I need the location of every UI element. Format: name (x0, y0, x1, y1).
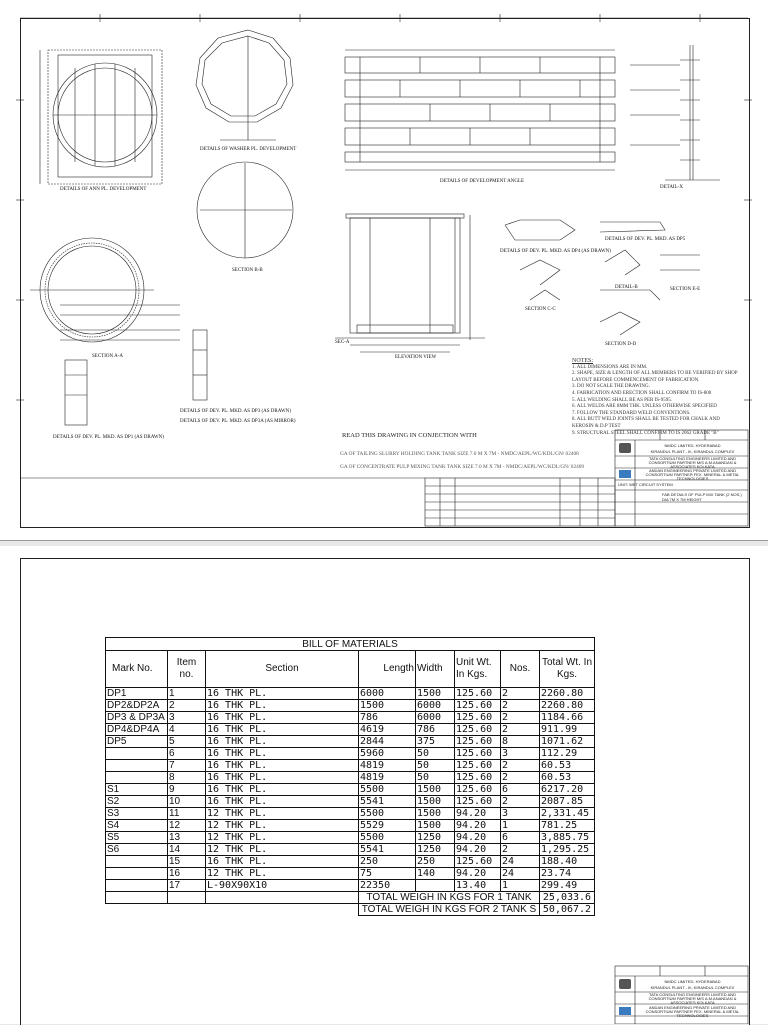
bom-row (106, 712, 595, 724)
detail-x-label: DETAIL-X (660, 185, 683, 190)
bom-contractor-logo-icon (619, 1007, 631, 1015)
nos-cell: 3 (501, 748, 540, 760)
title-plant: KIRANDUL PLANT - III, KIRANDUL COMPLEX (650, 449, 735, 454)
note-3: 3. DO NOT SCALE THE DRAWING. (572, 384, 650, 390)
item-no-cell: 9 (168, 784, 206, 796)
bom-title-contractor: ANDAN ENGINEERING PRIVATE LIMITED AND CONSORTIUM PARTNER FEX. MINERAL & METAL TECHNOLOGIES (645, 1005, 740, 1018)
length-cell: 5500 (359, 808, 416, 820)
total-wt-cell: 60.53 (540, 772, 595, 784)
section-cell: 12 THK PL. (206, 820, 359, 832)
mark-no-cell: S5 (106, 832, 168, 844)
section-cell: 16 THK PL. (206, 688, 359, 700)
width-cell: 375 (416, 736, 455, 748)
note-2: 2. SHAPE, SIZE & LENGTH OF ALL MEMBERS TO BE VERIFIED BY SHOP LAYOUT BEFORE COMMENCEMENT OF FABRICATION. (572, 371, 738, 383)
tank-elevation-label: ELEVATION VIEW (395, 355, 437, 360)
total-wt-cell: 781.25 (540, 820, 595, 832)
mark-no-cell: DP2&DP2A (106, 700, 168, 712)
nos-cell: 6 (501, 784, 540, 796)
unit-wt-cell: 125.60 (455, 784, 501, 796)
item-no-cell: 5 (168, 736, 206, 748)
item-no-cell: 7 (168, 760, 206, 772)
mark-no-cell: DP1 (106, 688, 168, 700)
bom-row (106, 808, 595, 820)
width-cell: 786 (416, 724, 455, 736)
total-blank (106, 892, 168, 904)
dev-dp3-label: DETAILS OF DEV. PL. MKD. AS DP3 (AS DRAWN) (180, 409, 291, 414)
unit-wt-cell: 125.60 (455, 712, 501, 724)
bom-row (106, 868, 595, 880)
header-width: Width (416, 651, 455, 688)
total-wt-cell: 1071.62 (540, 736, 595, 748)
bom-title-client: NMDC LIMITED, HYDERABAD (664, 979, 721, 984)
dev-plate-dp3-view (193, 330, 207, 400)
mark-no-cell: S1 (106, 784, 168, 796)
width-cell: 1500 (416, 688, 455, 700)
section-cell: 16 THK PL. (206, 784, 359, 796)
item-no-cell: 2 (168, 700, 206, 712)
bom-row (106, 748, 595, 760)
mark-no-cell: S4 (106, 820, 168, 832)
nos-cell: 2 (501, 688, 540, 700)
mark-no-cell (106, 880, 168, 892)
bom-row (106, 820, 595, 832)
drawing-sheet-2 (0, 546, 768, 1024)
length-cell: 4819 (359, 772, 416, 784)
nos-cell: 6 (501, 832, 540, 844)
total-wt-cell: 2,331.45 (540, 808, 595, 820)
total-blank (206, 892, 359, 904)
unit-wt-cell: 94.20 (455, 868, 501, 880)
total-wt-cell: 2087.85 (540, 796, 595, 808)
section-aa-view (30, 238, 180, 342)
title-contractor: ANDAN ENGINEERING PRIVATE LIMITED AND CONSORTIUM PARTNER FEX. MINERAL & METAL TECHNOLOGIES (645, 468, 740, 481)
bom-total-row-1 (106, 892, 595, 904)
section-bb-label: SECTION B-B (232, 268, 263, 273)
total-wt-cell: 299.49 (540, 880, 595, 892)
item-no-cell: 11 (168, 808, 206, 820)
total-wt-cell: 188.40 (540, 856, 595, 868)
width-cell: 50 (416, 772, 455, 784)
section-cell: 16 THK PL. (206, 724, 359, 736)
dev-plate-dp1-view (65, 360, 87, 425)
section-cell: 12 THK PL. (206, 844, 359, 856)
section-cell: 16 THK PL. (206, 856, 359, 868)
bom-client-logo-icon (619, 979, 631, 989)
bom-row (106, 880, 595, 892)
dev-dp4-label: DETAILS OF DEV. PL. MKD. AS DP4 (AS DRAWN) (500, 249, 611, 254)
bom-row (106, 724, 595, 736)
title-unit: UNIT: WET CIRCUIT SYSTEM (618, 482, 673, 487)
shell-section-view (630, 45, 720, 180)
unit-wt-cell: 94.20 (455, 844, 501, 856)
bom-header-row (106, 651, 595, 688)
mark-no-cell (106, 760, 168, 772)
unit-wt-cell: 94.20 (455, 808, 501, 820)
item-no-cell: 15 (168, 856, 206, 868)
mark-no-cell: DP3 & DP3A (106, 712, 168, 724)
section-cell: 16 THK PL. (206, 796, 359, 808)
header-unit-wt: Unit Wt. In Kgs. (455, 651, 501, 688)
length-cell: 1500 (359, 700, 416, 712)
unit-wt-cell: 125.60 (455, 688, 501, 700)
reference-line-1: GA OF TAILING SLURRY HOLDING TANK TANK SIZE 7.0 M X 7M - NMDC/AEPL/WC/KDL/GN/ 02408 (340, 451, 579, 457)
reference-line-2: GA OF CONCENTRATE PULP MIXING TANK TANK SIZE 7.0 M X 7M - NMDC/AEPL/WC/KDL/GN/ 02409 (340, 464, 585, 470)
width-cell: 50 (416, 760, 455, 772)
total-blank (168, 904, 206, 916)
header-nos: Nos. (501, 651, 540, 688)
length-cell: 5960 (359, 748, 416, 760)
section-cell: 16 THK PL. (206, 712, 359, 724)
bom-row (106, 784, 595, 796)
item-no-cell: 8 (168, 772, 206, 784)
header-length: Length (359, 651, 416, 688)
note-6: 6. ALL WELDS ARE 8MM THK. UNLESS OTHERWISE SPECIFIED (572, 404, 717, 410)
length-cell: 5500 (359, 784, 416, 796)
length-cell: 6000 (359, 688, 416, 700)
total-wt-cell: 3,885.75 (540, 832, 595, 844)
length-cell: 5541 (359, 844, 416, 856)
unit-wt-cell: 125.60 (455, 724, 501, 736)
mark-no-cell (106, 772, 168, 784)
sec-a-mark: SEC-A (335, 340, 350, 345)
item-no-cell: 4 (168, 724, 206, 736)
elevation-view-label: DETAILS OF DEVELOPMENT ANGLE (440, 179, 525, 184)
length-cell: 5500 (359, 832, 416, 844)
washer-view-label: DETAILS OF WASHER PL. DEVELOPMENT (200, 147, 297, 152)
unit-wt-cell: 125.60 (455, 748, 501, 760)
width-cell: 50 (416, 748, 455, 760)
nos-cell: 1 (501, 880, 540, 892)
nos-cell: 3 (501, 808, 540, 820)
nos-cell: 24 (501, 868, 540, 880)
notes-block (572, 358, 742, 437)
bom-total-row-2 (106, 904, 595, 916)
total-blank (106, 904, 168, 916)
section-aa-label: SECTION A-A (92, 354, 123, 359)
header-section: Section (206, 651, 359, 688)
total-blank (206, 904, 359, 916)
bom-row (106, 772, 595, 784)
width-cell: 1500 (416, 808, 455, 820)
mark-no-cell: S2 (106, 796, 168, 808)
bom-row (106, 844, 595, 856)
length-cell: 786 (359, 712, 416, 724)
bom-title-row (106, 638, 595, 651)
dev-dp3a-label: DETAILS OF DEV. PL. MKD. AS DP3A (AS MIRROR) (180, 419, 296, 424)
item-no-cell: 16 (168, 868, 206, 880)
bom-title-plant: KIRANDUL PLANT - III, KIRANDUL COMPLEX (650, 985, 735, 990)
title-consultant: TATA CONSULTING ENGINEERS LIMITED AND CONSORTIUM PARTNER M/S A.M.ANANDAN & ASSOCIATES KOLKATA (648, 456, 737, 469)
width-cell: 140 (416, 868, 455, 880)
bom-row (106, 760, 595, 772)
item-no-cell: 12 (168, 820, 206, 832)
total-wt-cell: 1,295.25 (540, 844, 595, 856)
note-8: 8. ALL BUTT WELD JOINTS SHALL BE TESTED FOR CHALK AND KEROSIN & D.P TEST (572, 417, 720, 429)
total-wt-cell: 1184.66 (540, 712, 595, 724)
nos-cell: 24 (501, 856, 540, 868)
mark-no-cell: S6 (106, 844, 168, 856)
width-cell: 6000 (416, 712, 455, 724)
bom-row (106, 856, 595, 868)
unit-wt-cell: 94.20 (455, 820, 501, 832)
total-wt-cell: 112.29 (540, 748, 595, 760)
section-cell: 16 THK PL. (206, 760, 359, 772)
nos-cell: 2 (501, 724, 540, 736)
revision-block-frame (425, 478, 615, 526)
annular-view-label: DETAILS OF ANN PL. DEVELOPMENT (60, 187, 147, 192)
item-no-cell: 10 (168, 796, 206, 808)
nos-cell: 8 (501, 736, 540, 748)
length-cell: 5541 (359, 796, 416, 808)
total-wt-cell: 2260.80 (540, 700, 595, 712)
total-1-label: TOTAL WEIGH IN KGS FOR 1 TANK (359, 892, 540, 904)
bill-of-materials-table (105, 637, 595, 916)
total-wt-cell: 60.53 (540, 760, 595, 772)
width-cell: 1250 (416, 832, 455, 844)
length-cell: 4619 (359, 724, 416, 736)
width-cell (416, 880, 455, 892)
tank-elevation-view (335, 214, 485, 352)
length-cell: 5529 (359, 820, 416, 832)
detail-b-label: DETAIL-B (615, 285, 638, 290)
item-no-cell: 13 (168, 832, 206, 844)
nos-cell: 1 (501, 820, 540, 832)
mark-no-cell: S3 (106, 808, 168, 820)
item-no-cell: 3 (168, 712, 206, 724)
client-logo-icon (619, 443, 631, 453)
item-no-cell: 1 (168, 688, 206, 700)
notes-title: NOTES: (572, 358, 593, 364)
header-item-no: Item no. (168, 651, 206, 688)
section-cell: 12 THK PL. (206, 868, 359, 880)
unit-wt-cell: 125.60 (455, 856, 501, 868)
unit-wt-cell: 13.40 (455, 880, 501, 892)
section-cell: 16 THK PL. (206, 772, 359, 784)
section-cell: L-90X90X10 (206, 880, 359, 892)
nos-cell: 2 (501, 772, 540, 784)
section-cell: 12 THK PL. (206, 808, 359, 820)
length-cell: 2844 (359, 736, 416, 748)
section-ee-label: SECTION E-E (670, 287, 701, 292)
nos-cell: 2 (501, 796, 540, 808)
note-1: 1. ALL DIMENSIONS ARE IN MM. (572, 364, 648, 370)
nos-cell: 2 (501, 760, 540, 772)
unit-wt-cell: 125.60 (455, 736, 501, 748)
total-wt-cell: 911.99 (540, 724, 595, 736)
length-cell: 22350 (359, 880, 416, 892)
width-cell: 250 (416, 856, 455, 868)
total-1-value: 25,033.6 (540, 892, 595, 904)
unit-wt-cell: 125.60 (455, 760, 501, 772)
note-5: 5. ALL WELDING SHALL BE AS PER IS-9595. (572, 397, 672, 403)
total-wt-cell: 2260.80 (540, 688, 595, 700)
development-layout-view (345, 50, 615, 170)
nos-cell: 2 (501, 844, 540, 856)
header-total-wt: Total Wt. In Kgs. (540, 651, 595, 688)
nos-cell: 2 (501, 712, 540, 724)
bom-title: BILL OF MATERIALS (106, 638, 595, 651)
section-bb-view (197, 162, 293, 258)
mark-no-cell: DP5 (106, 736, 168, 748)
total-blank (168, 892, 206, 904)
bom-row (106, 736, 595, 748)
section-cell: 12 THK PL. (206, 832, 359, 844)
item-no-cell: 14 (168, 844, 206, 856)
bom-title-consultant: TATA CONSULTING ENGINEERS LIMITED AND CONSORTIUM PARTNER M/S A.M.ANANDAN & ASSOCIATES KOLKATA (648, 992, 737, 1005)
title-drawing-name: FAB DETAILS OF PULP MIX TANK (2 NOS.) DIA 7M X 7M HEIGHT (662, 492, 742, 502)
dev-dp5-label: DETAILS OF DEV. PL. MKD. AS DP5 (605, 237, 686, 242)
item-no-cell: 17 (168, 880, 206, 892)
section-dd-label: SECTION D-D (605, 342, 637, 347)
unit-wt-cell: 125.60 (455, 796, 501, 808)
reference-heading: READ THIS DRAWING IN CONJECTION WITH (342, 432, 477, 439)
section-cc-label: SECTION C-C (525, 307, 556, 312)
bom-row (106, 796, 595, 808)
unit-wt-cell: 125.60 (455, 772, 501, 784)
contractor-logo-icon (619, 470, 631, 478)
bom-body (106, 688, 595, 892)
note-7: 7. FOLLOW THE STANDARD WELD CONVENTIONS. (572, 410, 691, 416)
mark-no-cell: DP4&DP4A (106, 724, 168, 736)
dev-dp1-label: DETAILS OF DEV. PL. MKD. AS DP1 (AS DRAWN) (53, 435, 164, 440)
total-wt-cell: 6217.20 (540, 784, 595, 796)
mark-no-cell (106, 856, 168, 868)
total-2-label: TOTAL WEIGH IN KGS FOR 2 TANK S (359, 904, 540, 916)
unit-wt-cell: 94.20 (455, 832, 501, 844)
width-cell: 1250 (416, 844, 455, 856)
total-2-value: 50,067.2 (540, 904, 595, 916)
unit-wt-cell: 125.60 (455, 700, 501, 712)
width-cell: 1500 (416, 784, 455, 796)
washer-plate-view (196, 30, 293, 140)
bom-row (106, 688, 595, 700)
section-cell: 16 THK PL. (206, 700, 359, 712)
width-cell: 1500 (416, 796, 455, 808)
header-mark-no: Mark No. (106, 651, 168, 688)
item-no-cell: 6 (168, 748, 206, 760)
mark-no-cell (106, 868, 168, 880)
note-4: 4. FABRICATION AND ERECTION SHALL CONFIRM TO IS-800 (572, 390, 712, 396)
mark-no-cell (106, 748, 168, 760)
title-client: NMDC LIMITED, HYDERABAD (664, 443, 721, 448)
width-cell: 1500 (416, 820, 455, 832)
total-wt-cell: 23.74 (540, 868, 595, 880)
length-cell: 4819 (359, 760, 416, 772)
length-cell: 250 (359, 856, 416, 868)
bom-row (106, 832, 595, 844)
width-cell: 6000 (416, 700, 455, 712)
note-9: 9. STRUCTURAL STEEL SHALL CONFIRM TO IS 2062 GRADE "B" (572, 430, 719, 436)
bom-row (106, 700, 595, 712)
length-cell: 75 (359, 868, 416, 880)
nos-cell: 2 (501, 700, 540, 712)
annular-plate-view (40, 50, 162, 184)
section-cell: 16 THK PL. (206, 736, 359, 748)
section-cell: 16 THK PL. (206, 748, 359, 760)
